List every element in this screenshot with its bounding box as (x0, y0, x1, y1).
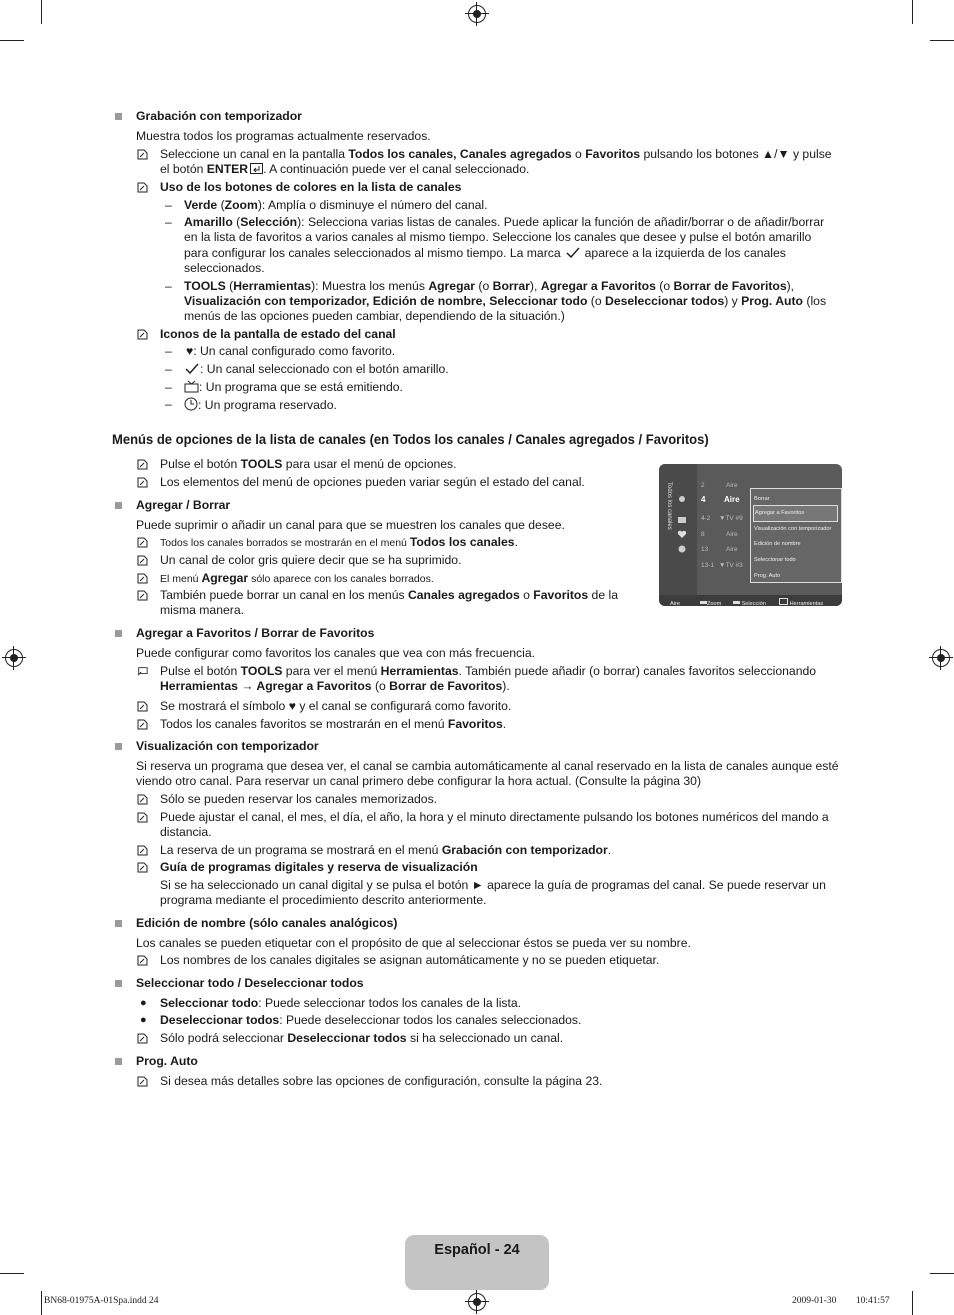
note-text: Sólo se pueden reservar los canales memorizados. (160, 792, 438, 806)
crop-mark (41, 1291, 42, 1315)
list-item-line: Visualización con temporizador, Edición de nombre, Seleccionar todo (o Deseleccionar todos) y Prog. Auto (los (184, 294, 827, 308)
screen-row: 8 Aire (701, 531, 738, 538)
tv-broadcast-icon (184, 380, 199, 393)
note-text: Se mostrará el símbolo ♥ y el canal se configurará como favorito. (160, 699, 512, 713)
section-desc: Puede suprimir o añadir un canal para que se muestren los canales que desee. (136, 518, 565, 532)
zoom-hint: Zoom (700, 597, 721, 606)
check-icon (565, 247, 581, 258)
note-title: Iconos de la pantalla de estado del canal (160, 327, 396, 341)
menu-item[interactable]: Edición de nombre (754, 541, 801, 547)
menu-item[interactable]: Borrar (754, 496, 770, 502)
crop-mark (0, 1273, 24, 1274)
section-bullet (115, 1058, 122, 1065)
menu-item[interactable]: Prog. Auto (754, 573, 781, 579)
screen-row: 2 Aire (701, 482, 738, 489)
section-title: Seleccionar todo / Deseleccionar todos (136, 976, 364, 990)
section-desc: Muestra todos los programas actualmente reservados. (136, 129, 431, 143)
list-item-line: para configurar los canales seleccionados al mismo tiempo. La marca aparece a la izquierda de los canales (184, 246, 786, 260)
note-icon (137, 719, 148, 730)
tools-hint: Herramientas (779, 597, 823, 606)
section-title: Grabación con temporizador (136, 109, 302, 123)
green-button-icon (700, 601, 707, 604)
clock-icon (677, 545, 687, 553)
list-item: Deseleccionar todos: Puede deseleccionar todos los canales seleccionados. (160, 1013, 582, 1027)
options-menu (750, 488, 842, 583)
note-icon (137, 573, 148, 584)
section-bullet (115, 980, 122, 987)
menu-item[interactable]: Agregar a Favoritos (753, 505, 838, 522)
note-text: Todos los canales favoritos se mostrarán en el menú Favoritos. (160, 717, 507, 731)
note-icon (137, 1076, 148, 1087)
channel-list-screenshot (659, 464, 842, 606)
clock-icon (184, 397, 198, 411)
note-text: programa mediante el procedimiento descrito anteriormente. (160, 893, 487, 907)
dot-bullet: ● (140, 997, 147, 1009)
imprint-date: 2009-01-30 ￿￿ 10:41:57 (792, 1296, 890, 1306)
list-item: Verde (Zoom): Amplía o disminuye el número del canal. (184, 198, 488, 212)
section-bullet (115, 502, 122, 509)
note-text: Sólo podrá seleccionar Deseleccionar todos si ha seleccionado un canal. (160, 1031, 564, 1045)
note-title: Uso de los botones de colores en la lista de canales (160, 180, 462, 194)
note-icon (137, 701, 148, 712)
note-text: Herramientas → Agregar a Favoritos (o Borrar de Favoritos). (160, 679, 510, 693)
crop-mark (930, 1273, 954, 1274)
section-desc: Si reserva un programa que desea ver, el canal se cambia automáticamente al canal reservado en la lista de canales aunque esté (136, 759, 839, 773)
note-icon (137, 149, 148, 160)
enter-icon (250, 163, 263, 174)
screen-row: 13 Aire (701, 546, 738, 553)
menu-item[interactable]: Seleccionar todo (754, 557, 796, 563)
note-text: Todos los canales borrados se mostrarán en el menú Todos los canales. (160, 535, 518, 549)
note-icon (137, 845, 148, 856)
menu-item[interactable]: Visualización con temporizador (754, 526, 832, 532)
note-text: Puede ajustar el canal, el mes, el día, el año, la hora y el minuto directamente pulsando los botones numéricos del mando a (160, 810, 829, 824)
note-text: Seleccione un canal en la pantalla Todos los canales, Canales agregados o Favoritos pulsando los botones ▲/▼ y pulse (160, 147, 832, 161)
selection-hint: Selección (733, 597, 766, 606)
list-item: : Un canal seleccionado con el botón amarillo. (184, 362, 449, 377)
note-icon (137, 812, 148, 823)
screen-row: 4 Aire (701, 495, 740, 504)
list-item: : Un programa reservado. (184, 397, 337, 413)
list-item-line: en la lista de favoritos a varios canales al mismo tiempo. Seleccione los canales que desee y pulse el botón amarillo (184, 230, 812, 244)
imprint-file: BN68-01975A-01Spa.indd 24 (44, 1296, 159, 1306)
note-text: misma manera. (160, 603, 244, 617)
note-icon (137, 555, 148, 566)
crop-mark (912, 1291, 913, 1315)
note-text: La reserva de un programa se mostrará en el menú Grabación con temporizador. (160, 843, 612, 857)
list-item-line: menús de las opciones pueden cambiar, dependiendo de la situación.) (184, 309, 565, 323)
list-item: : Un programa que se está emitiendo. (184, 380, 403, 395)
registration-mark-icon (468, 1293, 486, 1311)
antenna-icon (677, 494, 687, 502)
dash-bullet: – (165, 215, 172, 229)
note-title: Guía de programas digitales y reserva de visualización (160, 860, 478, 874)
note-text: Pulse el botón TOOLS para usar el menú de opciones. (160, 457, 457, 471)
note-icon (137, 955, 148, 966)
list-item-line: seleccionados. (184, 261, 265, 275)
list-item: ♥: Un canal configurado como favorito. (186, 344, 396, 358)
note-text: distancia. (160, 825, 212, 839)
dash-bullet: – (165, 397, 172, 411)
note-icon (137, 182, 148, 193)
section-bullet (115, 743, 122, 750)
note-text: El menú Agregar sólo aparece con los canales borrados. (160, 571, 434, 585)
dash-bullet: – (165, 362, 172, 376)
section-title: Visualización con temporizador (136, 739, 319, 753)
screen-row: 4-2 ▼TV #9 (701, 515, 743, 522)
dash-bullet: – (165, 344, 172, 358)
note-icon (137, 477, 148, 488)
section-bullet (115, 113, 122, 120)
heart-icon (677, 530, 687, 538)
tools-icon (677, 516, 687, 524)
dash-bullet: – (165, 380, 172, 394)
dot-bullet: ● (140, 1014, 147, 1026)
screen-bottom-bar (659, 595, 842, 606)
note-icon (137, 329, 148, 340)
note-icon (137, 459, 148, 470)
list-item: Seleccionar todo: Puede seleccionar todos los canales de la lista. (160, 996, 522, 1010)
dash-bullet: – (165, 279, 172, 293)
section-desc: Los canales se pueden etiquetar con el propósito de que al seleccionar éstos se pueda ver su nombre. (136, 936, 691, 950)
page-number: Español - 24 (434, 1242, 520, 1258)
screen-side-label: Todos los canales (666, 482, 672, 530)
yellow-button-icon (733, 601, 740, 604)
section-bullet (115, 920, 122, 927)
section-desc: Puede configurar como favoritos los canales que vea con más frecuencia. (136, 646, 536, 660)
note-text: Si se ha seleccionado un canal digital y se pulsa el botón ► aparece la guía de programas del canal. Se puede reservar un (160, 878, 826, 892)
note-text: También puede borrar un canal en los menús Canales agregados o Favoritos de la (160, 588, 618, 602)
check-icon (184, 363, 200, 374)
section-title: Agregar a Favoritos / Borrar de Favoritos (136, 626, 375, 640)
tools-icon (137, 666, 148, 677)
note-icon (137, 794, 148, 805)
section-title: Agregar / Borrar (136, 498, 231, 512)
section-title: Edición de nombre (sólo canales analógicos) (136, 916, 398, 930)
note-text: Si desea más detalles sobre las opciones de configuración, consulte la página 23. (160, 1074, 603, 1088)
note-text: Los nombres de los canales digitales se asignan automáticamente y no se pueden etiquetar. (160, 953, 660, 967)
note-icon (137, 1033, 148, 1044)
note-text: el botón ENTER . A continuación puede ver el canal seleccionado. (160, 162, 530, 176)
section-heading: Menús de opciones de la lista de canales (en Todos los canales / Canales agregados / Favoritos) (112, 431, 709, 447)
bottom-label: Aire (670, 601, 680, 606)
dash-bullet: – (165, 198, 172, 212)
list-item: TOOLS (Herramientas): Muestra los menús Agregar (o Borrar), Agregar a Favoritos (o Borrar de Favoritos), (184, 279, 795, 293)
section-title: Prog. Auto (136, 1054, 198, 1068)
list-item: Amarillo (Selección): Selecciona varias listas de canales. Puede aplicar la función de añadir/borrar o de añadir/borrar (184, 215, 825, 229)
note-text: Un canal de color gris quiere decir que se ha suprimido. (160, 553, 462, 567)
note-icon (137, 862, 148, 873)
note-icon (137, 590, 148, 601)
section-desc: viendo otro canal. Para reservar un canal primero debe configurar la hora actual. (Consulte la página 30) (136, 774, 702, 788)
note-icon (137, 537, 148, 548)
note-text: Los elementos del menú de opciones pueden variar según el estado del canal. (160, 475, 585, 489)
note-text: Pulse el botón TOOLS para ver el menú Herramientas. También puede añadir (o borrar) canales favoritos seleccionando (160, 664, 817, 678)
screen-row: 13-1 ▼TV #3 (701, 562, 743, 569)
tools-icon (779, 598, 788, 605)
section-bullet (115, 630, 122, 637)
